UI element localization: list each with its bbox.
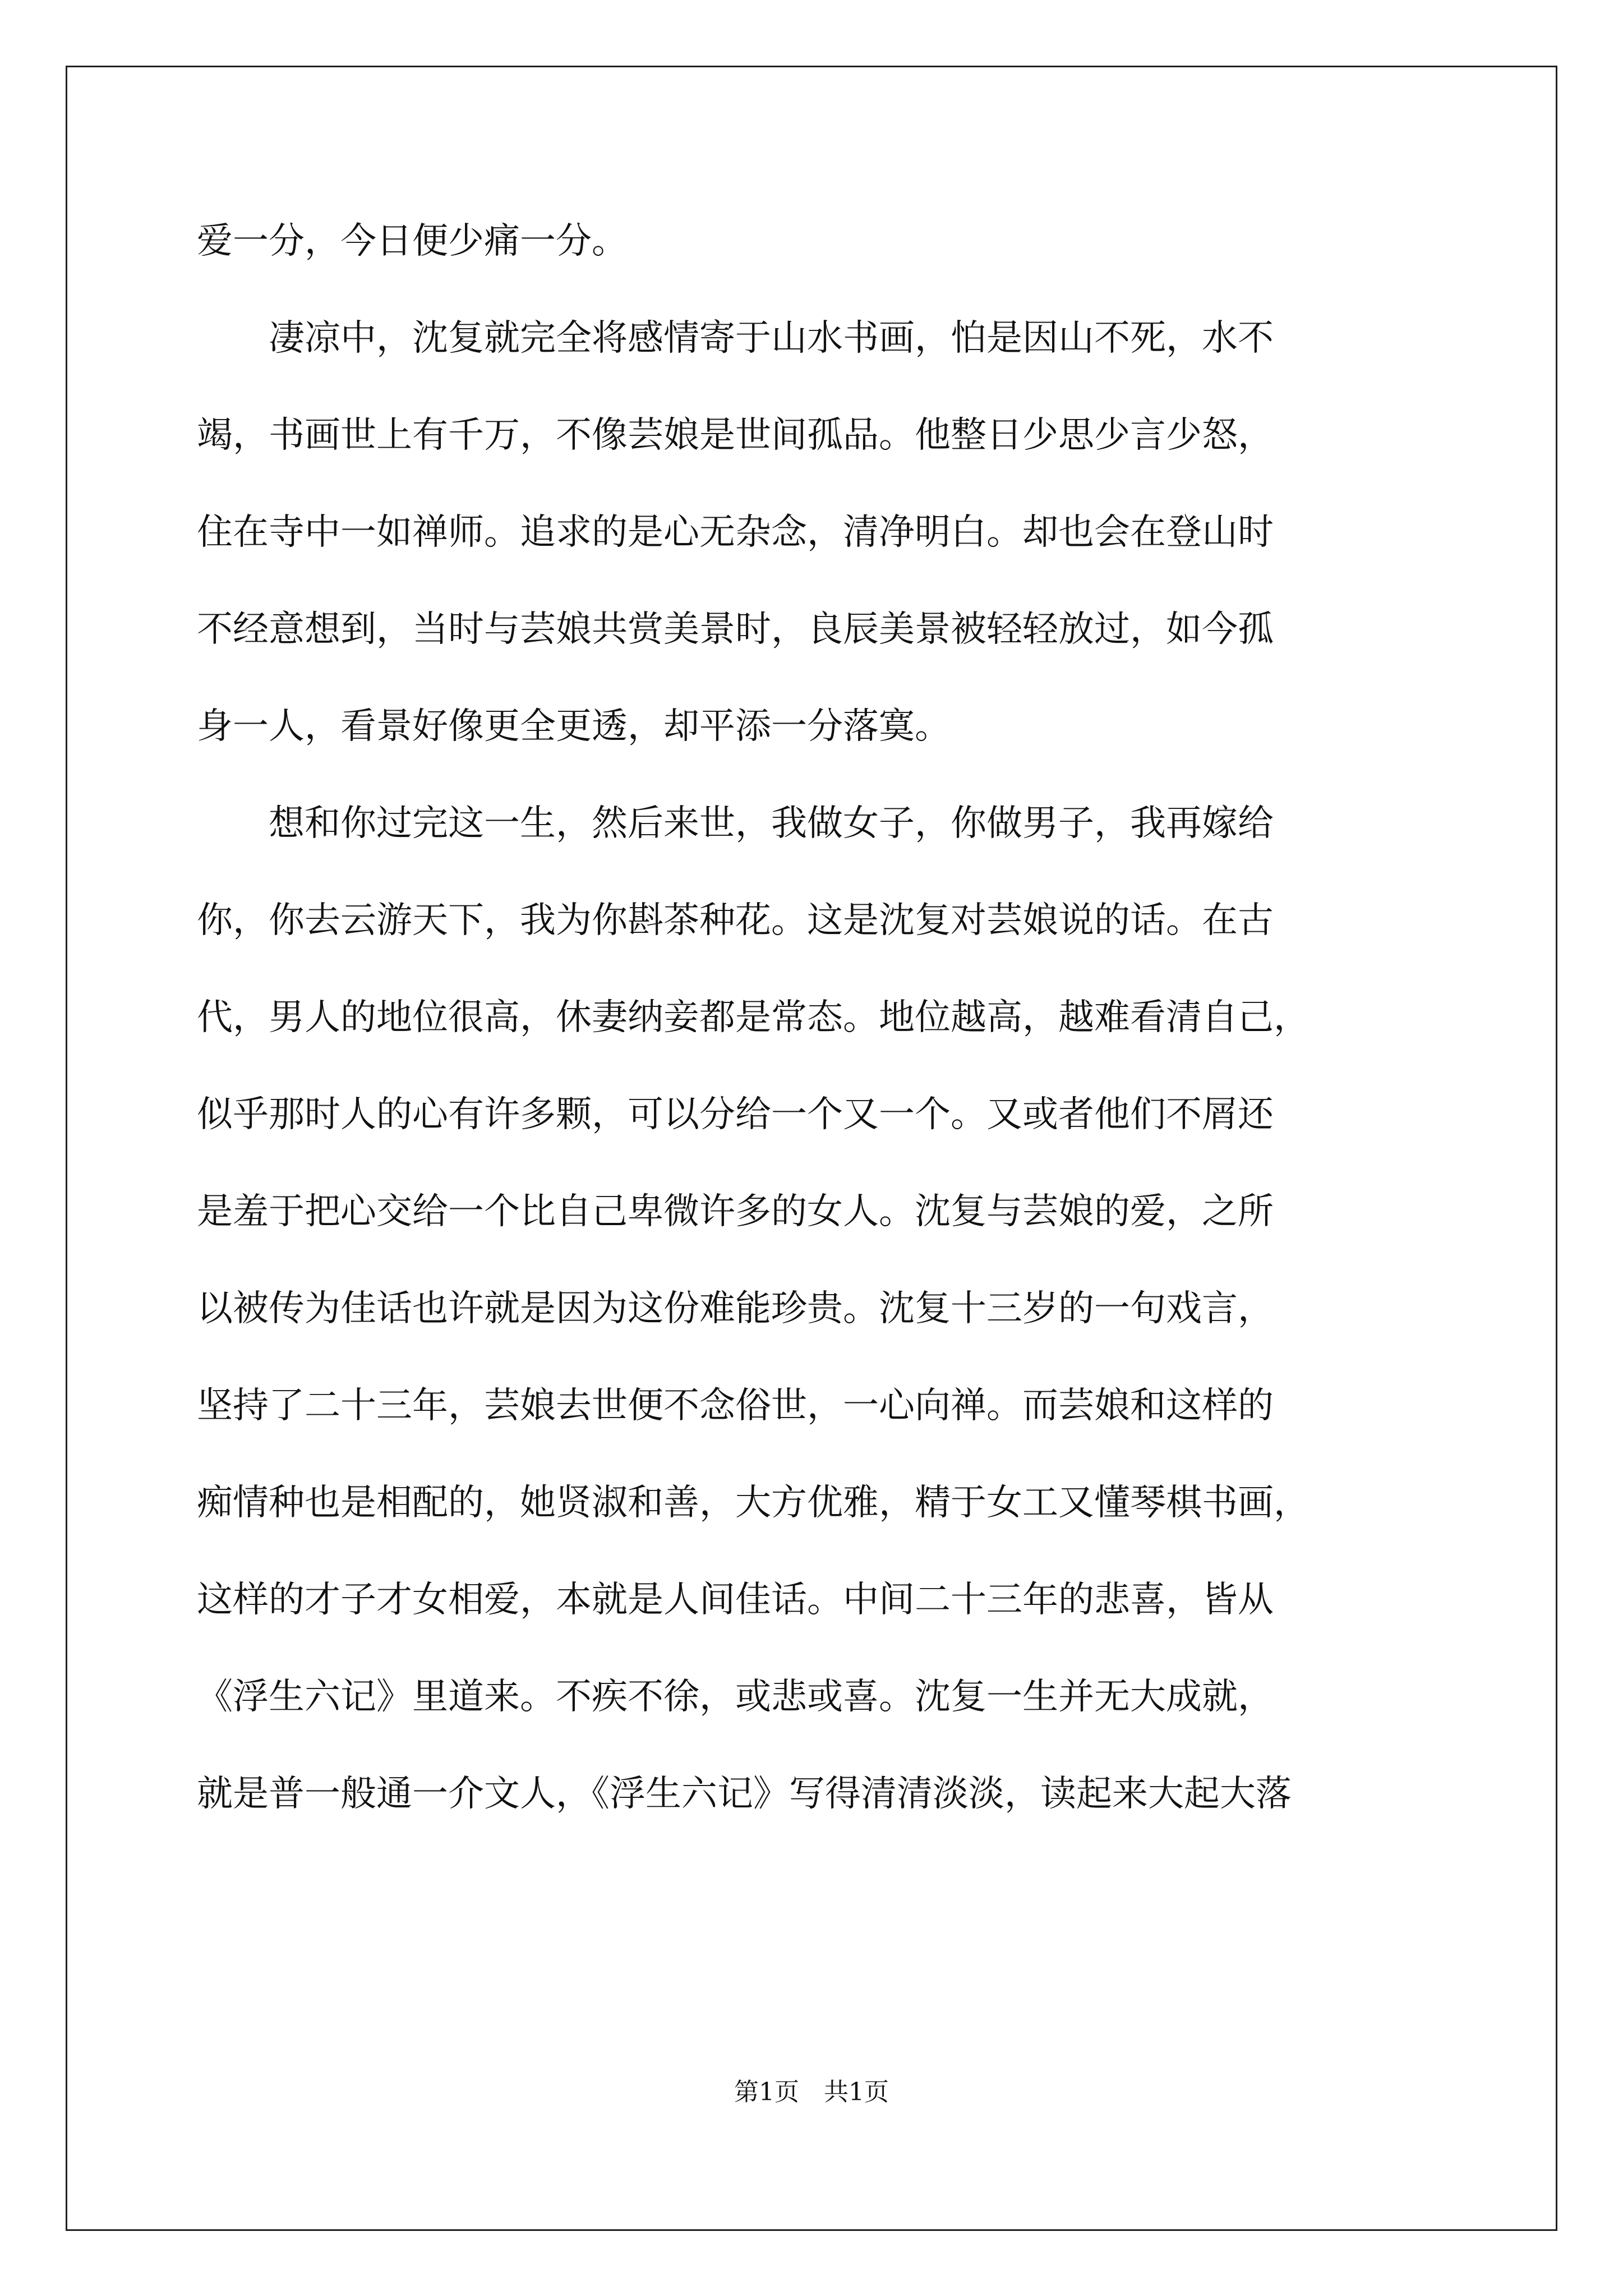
text-line: 《浮生六记》里道来。不疾不徐，或悲或喜。沈复一生并无大成就， [197,1676,1274,1718]
text-line: 不经意想到，当时与芸娘共赏美景时，良辰美景被轻轻放过，如今孤 [197,609,1274,650]
text-line: 似乎那时人的心有许多颗，可以分给一个又一个。又或者他们不屑还 [197,1094,1274,1135]
text-line: 你，你去云游天下，我为你斟茶种花。这是沈复对芸娘说的话。在古 [197,900,1274,941]
text-line: 想和你过完这一生，然后来世，我做女子，你做男子，我再嫁给 [197,803,1274,844]
text-line: 是羞于把心交给一个比自己卑微许多的女人。沈复与芸娘的爱，之所 [197,1191,1274,1232]
text-line: 痴情种也是相配的，她贤淑和善，大方优雅，精于女工又懂琴棋书画， [197,1482,1310,1524]
text-line: 就是普一般通一介文人，《浮生六记》写得清清淡淡，读起来大起大落 [197,1773,1292,1815]
text-line: 这样的才子才女相爱，本就是人间佳话。中间二十三年的悲喜，皆从 [197,1579,1274,1621]
page-number-footer: 第1页 共1页 [734,2078,889,2106]
text-line: 竭，书画世上有千万，不像芸娘是世间孤品。他整日少思少言少怒， [197,415,1274,456]
text-line: 爱一分，今日便少痛一分。 [197,220,628,262]
text-line: 凄凉中，沈复就完全将感情寄于山水书画，怕是因山不死，水不 [197,318,1274,359]
text-line: 住在寺中一如禅师。追求的是心无杂念，清净明白。却也会在登山时 [197,512,1274,553]
text-line: 代，男人的地位很高，休妻纳妾都是常态。地位越高，越难看清自己， [197,997,1310,1038]
document-body [197,213,1431,1863]
text-line: 坚持了二十三年，芸娘去世便不念俗世，一心向禅。而芸娘和这样的 [197,1385,1274,1427]
text-line: 身一人，看景好像更全更透，却平添一分落寞。 [197,706,951,747]
text-line: 以被传为佳话也许就是因为这份难能珍贵。沈复十三岁的一句戏言， [197,1288,1274,1329]
